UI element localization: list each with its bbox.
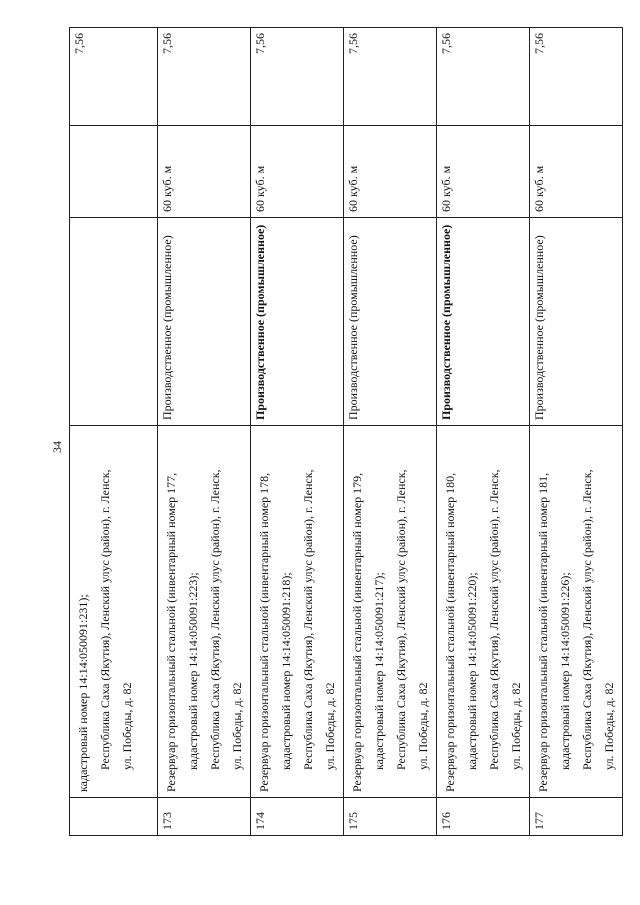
description-line: Республика Саха (Якутия), Ленский улус (район), г. Ленск, bbox=[301, 469, 315, 770]
description-line: кадастровый номер 14:14:050091:223); bbox=[186, 572, 200, 770]
usage-cell bbox=[70, 218, 158, 426]
table-row bbox=[344, 28, 437, 836]
description-line: кадастровый номер 14:14:050091:231); bbox=[76, 594, 90, 792]
property-registry-table bbox=[69, 27, 623, 836]
description-line: Республика Саха (Якутия), Ленский улус (район), г. Ленск, bbox=[98, 469, 112, 770]
usage-cell: Производственное (промышленное) bbox=[530, 218, 623, 426]
volume-cell: 60 куб. м bbox=[344, 126, 437, 218]
table-row bbox=[251, 28, 344, 836]
volume-cell: 60 куб. м bbox=[530, 126, 623, 218]
volume-cell: 60 куб. м bbox=[437, 126, 530, 218]
description-line: кадастровый номер 14:14:050091:217); bbox=[372, 572, 386, 770]
description-line: Республика Саха (Якутия), Ленский улус (район), г. Ленск, bbox=[487, 469, 501, 770]
description-line: Республика Саха (Якутия), Ленский улус (район), г. Ленск, bbox=[580, 469, 594, 770]
description-line: ул. Победы, д. 82 bbox=[602, 682, 616, 770]
description-line: Резервуар горизонтальный стальной (инвентарный номер 179, bbox=[350, 472, 364, 792]
usage-cell: Производственное (промышленное) bbox=[251, 218, 344, 426]
value-cell: 7,56 bbox=[437, 28, 530, 126]
description-line: ул. Победы, д. 82 bbox=[509, 682, 523, 770]
description-line: ул. Победы, д. 82 bbox=[416, 682, 430, 770]
description-line: кадастровый номер 14:14:050091:218); bbox=[279, 572, 293, 770]
description-line: кадастровый номер 14:14:050091:226); bbox=[558, 572, 572, 770]
object-description-cell bbox=[437, 426, 530, 798]
object-description-cell bbox=[530, 426, 623, 798]
row-number-cell: 177 bbox=[530, 798, 623, 836]
table-row bbox=[158, 28, 251, 836]
value-cell: 7,56 bbox=[158, 28, 251, 126]
object-description-cell bbox=[344, 426, 437, 798]
row-number-cell: 176 bbox=[437, 798, 530, 836]
object-description-cell bbox=[70, 426, 158, 798]
volume-cell: 60 куб. м bbox=[158, 126, 251, 218]
volume-cell: 60 куб. м bbox=[251, 126, 344, 218]
description-line: Резервуар горизонтальный стальной (инвентарный номер 177, bbox=[164, 472, 178, 792]
table-row bbox=[437, 28, 530, 836]
object-description-cell bbox=[158, 426, 251, 798]
row-number-cell: 174 bbox=[251, 798, 344, 836]
value-cell: 7,56 bbox=[70, 28, 158, 126]
description-line: Республика Саха (Якутия), Ленский улус (район), г. Ленск, bbox=[394, 469, 408, 770]
volume-cell bbox=[70, 126, 158, 218]
description-line: Резервуар горизонтальный стальной (инвентарный номер 180, bbox=[443, 472, 457, 792]
table-row-continued bbox=[70, 28, 158, 836]
description-line: Республика Саха (Якутия), Ленский улус (район), г. Ленск, bbox=[208, 469, 222, 770]
description-line: ул. Победы, д. 82 bbox=[230, 682, 244, 770]
table-row bbox=[530, 28, 623, 836]
description-line: ул. Победы, д. 82 bbox=[120, 682, 134, 770]
value-cell: 7,56 bbox=[530, 28, 623, 126]
usage-cell: Производственное (промышленное) bbox=[437, 218, 530, 426]
rotated-document-sheet bbox=[69, 28, 616, 836]
value-cell: 7,56 bbox=[251, 28, 344, 126]
row-number-cell: 173 bbox=[158, 798, 251, 836]
description-line: Резервуар горизонтальный стальной (инвентарный номер 178, bbox=[257, 472, 271, 792]
page-number: 34 bbox=[50, 441, 64, 453]
description-line: ул. Победы, д. 82 bbox=[323, 682, 337, 770]
description-line: Резервуар горизонтальный стальной (инвентарный номер 181, bbox=[536, 472, 550, 792]
usage-cell: Производственное (промышленное) bbox=[344, 218, 437, 426]
value-cell: 7,56 bbox=[344, 28, 437, 126]
object-description-cell bbox=[251, 426, 344, 798]
description-line: кадастровый номер 14:14:050091:220); bbox=[465, 572, 479, 770]
row-number-cell: 175 bbox=[344, 798, 437, 836]
usage-cell: Производственное (промышленное) bbox=[158, 218, 251, 426]
row-number-cell bbox=[70, 798, 158, 836]
